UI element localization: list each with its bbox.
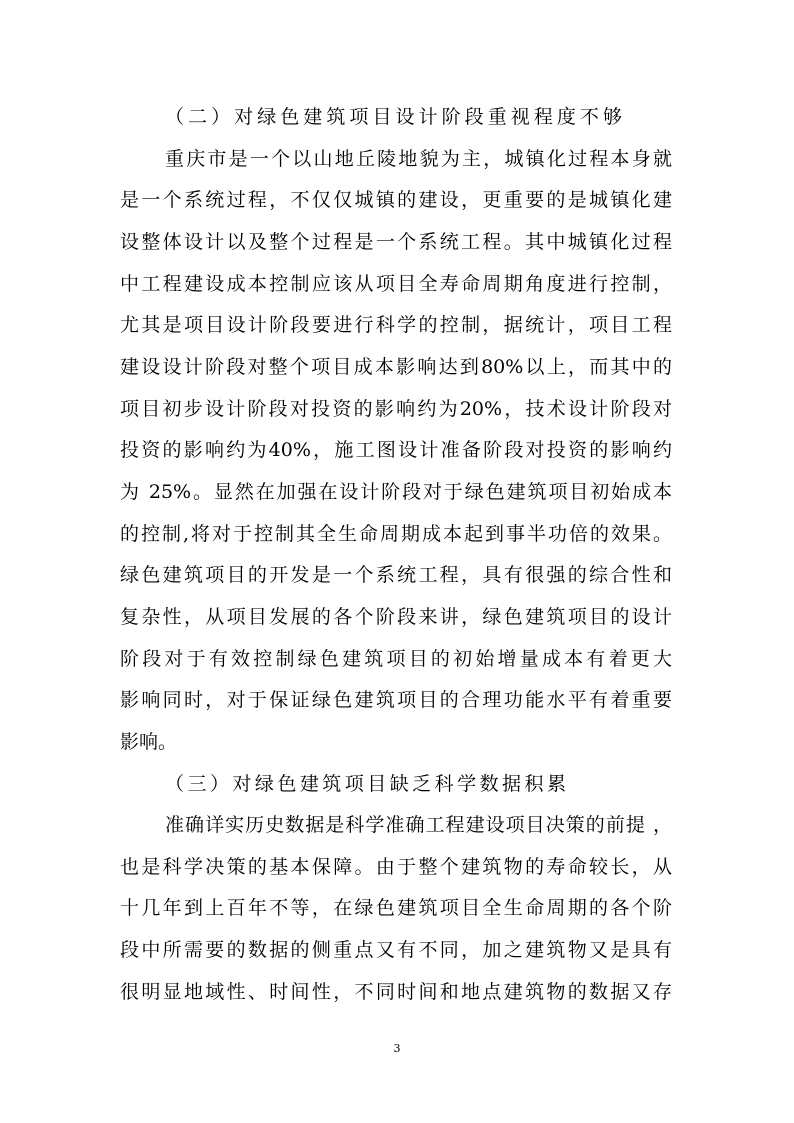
- paragraph-line: 绿色建筑项目的开发是一个系统工程，具有很强的综合性和: [120, 564, 672, 587]
- paragraph-line: 影响。: [120, 730, 178, 753]
- paragraph-line: 尤其是项目设计阶段要进行科学的控制，据统计，项目工程: [120, 314, 672, 337]
- paragraph-line: 投资的影响约为40%，施工图设计准备阶段对投资的影响约: [120, 439, 672, 462]
- paragraph-line: 的控制,将对于控制其全生命周期成本起到事半功倍的效果。: [120, 522, 672, 545]
- section-heading-3: （三）对绿色建筑项目缺乏科学数据积累: [165, 772, 566, 795]
- paragraph-line: 建设设计阶段对整个项目成本影响达到80%以上，而其中的: [120, 355, 672, 378]
- paragraph-2: [120, 805, 680, 1013]
- paragraph-line: 设整体设计以及整个过程是一个系统工程。其中城镇化过程: [120, 230, 672, 253]
- section-heading-2: （二）对绿色建筑项目设计阶段重视程度不够: [165, 106, 622, 128]
- paragraph-line: 中工程建设成本控制应该从项目全寿命周期角度进行控制，: [120, 272, 672, 295]
- paragraph-line: 为 25%。显然在加强在设计阶段对于绿色建筑项目初始成本: [120, 480, 672, 503]
- paragraph-line: 很明显地域性、时间性，不同时间和地点建筑物的数据又存: [120, 980, 672, 1003]
- paragraph-line: 也是科学决策的基本保障。由于整个建筑物的寿命较长，从: [120, 855, 672, 878]
- paragraph-1: [120, 139, 680, 764]
- paragraph-line: 项目初步设计阶段对投资的影响约为20%，技术设计阶段对: [120, 397, 672, 420]
- document-body: [120, 97, 680, 1013]
- paragraph-line: 阶段对于有效控制绿色建筑项目的初始增量成本有着更大: [120, 647, 672, 670]
- paragraph-line: 十几年到上百年不等，在绿色建筑项目全生命周期的各个阶: [120, 897, 672, 920]
- page-number: 3: [393, 1042, 401, 1055]
- paragraph-line: 是一个系统过程，不仅仅城镇的建设，更重要的是城镇化建: [120, 189, 672, 212]
- paragraph-line: 复杂性，从项目发展的各个阶段来讲，绿色建筑项目的设计: [120, 605, 672, 628]
- paragraph-line: 准确详实历史数据是科学准确工程建设项目决策的前提 ，: [165, 814, 672, 837]
- paragraph-line: 影响同时，对于保证绿色建筑项目的合理功能水平有着重要: [120, 689, 672, 712]
- paragraph-line: 重庆市是一个以山地丘陵地貌为主，城镇化过程本身就: [165, 147, 672, 170]
- paragraph-line: 段中所需要的数据的侧重点又有不同，加之建筑物又是具有: [120, 939, 672, 962]
